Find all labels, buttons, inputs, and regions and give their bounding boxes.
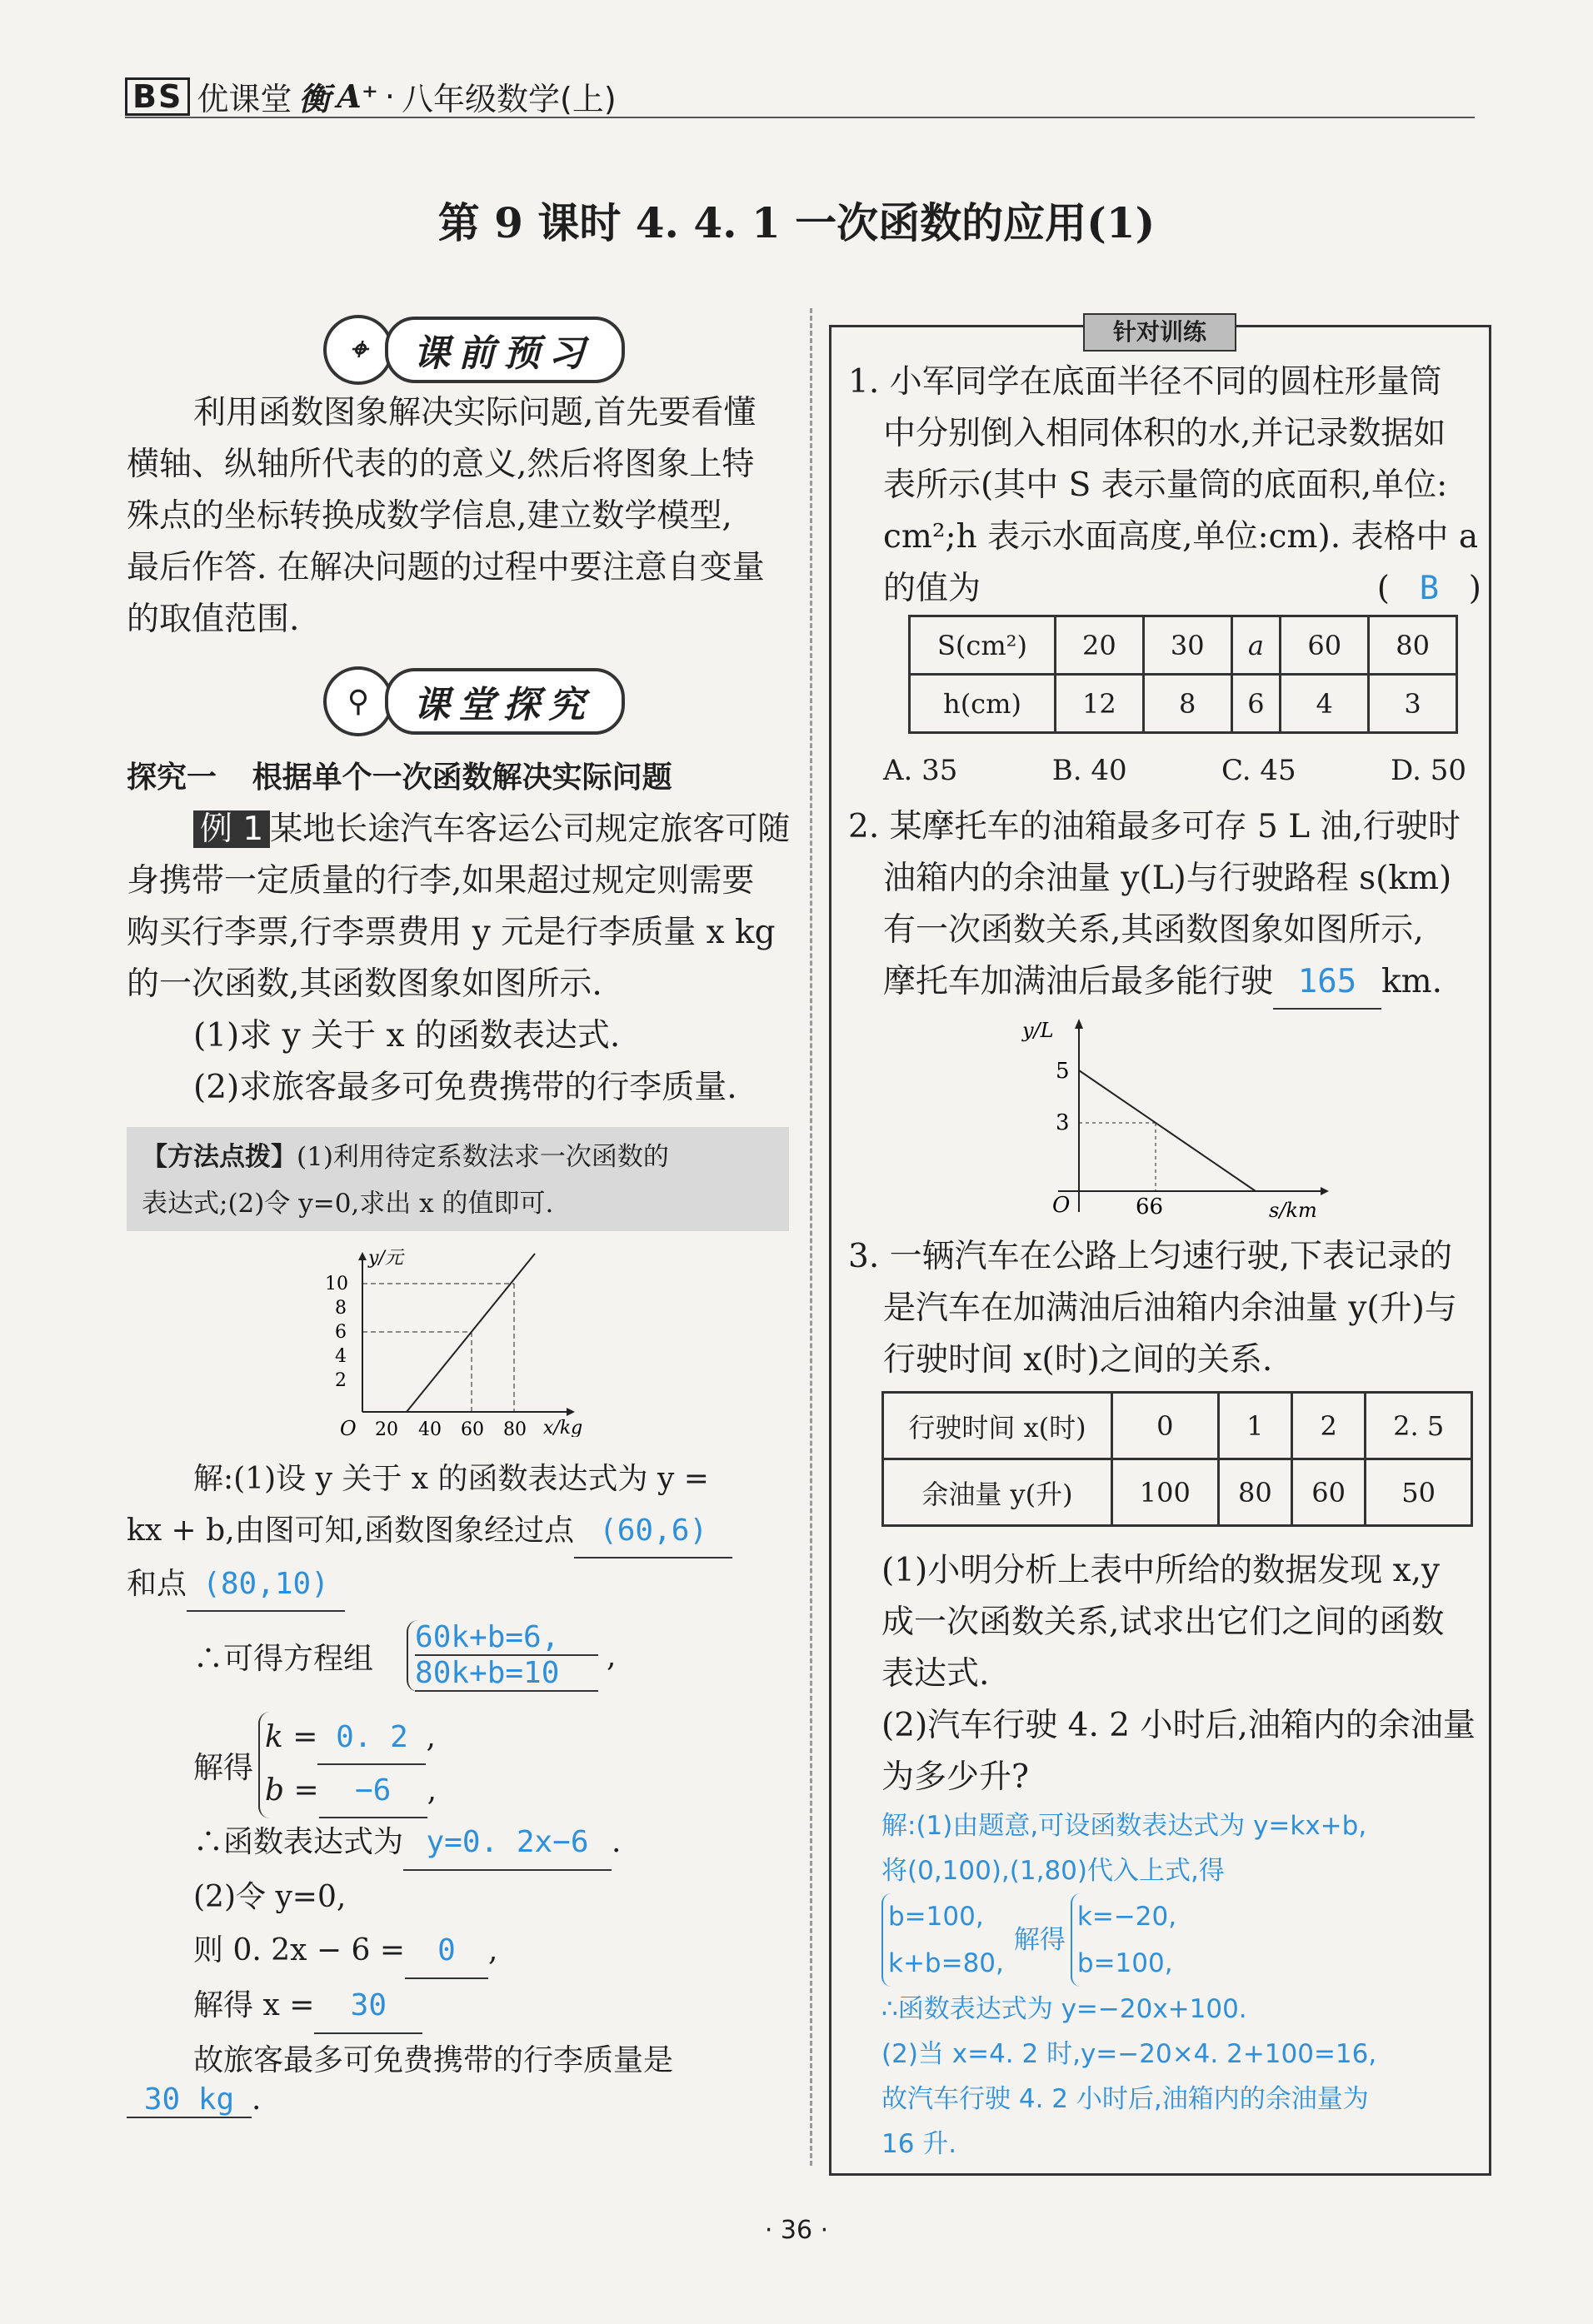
solution-line: 则 0. 2x − 6 = — [193, 1933, 406, 1967]
q3-system-eq: k+b=80, — [888, 1948, 1004, 1978]
q3-sub-line: (1)小明分析上表中所给的数据发现 x,y — [881, 1552, 1441, 1589]
answer-paren-close: ) — [1468, 570, 1481, 607]
table-cell: 80 — [1369, 616, 1457, 675]
table-cell: 60 — [1292, 1459, 1366, 1526]
q3-sub-line: 表达式. — [881, 1655, 990, 1693]
solution-part2: ∴函数表达式为 y=0. 2x−6 . (2)令 y=0, 则 0. 2x − 6 = 0 , 解得 x = 30 故旅客最多可免费携带的行李质量是 — [193, 1816, 793, 2087]
example-solution — [127, 1454, 793, 1612]
preview-text — [127, 387, 793, 646]
example-line: 购买行李票,行李票费用 y 元是行李质量 x kg — [127, 914, 776, 951]
answer-x: 30 — [314, 1979, 422, 2034]
y-tick: 3 — [1056, 1110, 1070, 1135]
q3-solution — [881, 1803, 1481, 2167]
explore1-title: 根据单个一次函数解决实际问题 — [252, 761, 672, 795]
q1-line: 1. 小军同学在底面半径不同的圆柱形量筒 — [848, 363, 1442, 401]
x-tick: 60 — [461, 1419, 484, 1437]
q1-line: cm²;h 表示水面高度,单位:cm). 表格中 a — [883, 518, 1479, 556]
q3-sol-line: 16 升. — [881, 2129, 957, 2159]
table-cell: 行驶时间 x(时) — [883, 1393, 1112, 1459]
system-eq-1: 60k+b=6, — [415, 1620, 598, 1656]
example-question-1: (1)求 y 关于 x 的函数表达式. — [193, 1017, 621, 1055]
table-cell: h(cm) — [910, 675, 1056, 733]
q3-sub-line: (2)汽车行驶 4. 2 小时后,油箱内的余油量 — [881, 1707, 1476, 1744]
q2-line: 油箱内的余油量 y(L)与行驶路程 s(km) — [883, 860, 1452, 897]
question-1 — [848, 357, 1481, 615]
training-tag: 针对训练 — [1083, 313, 1236, 352]
q3-system-brace — [881, 1893, 1004, 1987]
table-cell: a — [1231, 616, 1281, 675]
subject-label: 八年级数学(上) — [402, 81, 617, 117]
q3-system-eq: b=100, — [888, 1902, 984, 1932]
answer-function: y=0. 2x−6 — [403, 1816, 612, 1871]
q1-line: 表所示(其中 S 表示量筒的底面积,单位: — [883, 466, 1448, 504]
q3-sol-line: 故汽车行驶 4. 2 小时后,油箱内的余油量为 — [881, 2084, 1369, 2114]
preview-badge — [323, 315, 625, 385]
q3-subquestions — [881, 1545, 1481, 1803]
answer-weight: 30 kg — [127, 2082, 252, 2118]
table-cell: 2. 5 — [1366, 1393, 1472, 1459]
x-tick: 80 — [503, 1419, 527, 1437]
b-label: b = — [265, 1773, 319, 1808]
solution-line: 解得 — [193, 1750, 254, 1785]
question-2 — [848, 801, 1481, 1010]
answer-b: −6 — [319, 1765, 427, 1818]
example-tag: 例 1 — [193, 810, 270, 848]
preview-badge-label: 课前预习 — [385, 317, 625, 383]
example-line: 的一次函数,其函数图象如图所示. — [127, 965, 602, 1003]
table-cell: 12 — [1056, 675, 1144, 733]
brand-name: 优课堂 — [197, 81, 292, 117]
method-tip — [127, 1127, 789, 1231]
table-cell: 20 — [1056, 616, 1144, 675]
q3-sol-line: (2)当 x=4. 2 时,y=−20×4. 2+100=16, — [881, 2039, 1377, 2069]
table-cell: 2 — [1292, 1393, 1366, 1459]
q1-answer-slot — [1377, 563, 1481, 615]
system-brace — [407, 1620, 598, 1692]
explore1-label: 探究一 — [127, 761, 217, 795]
q3-table-row — [883, 1393, 1472, 1459]
system-eq-2: 80k+b=10 — [415, 1656, 598, 1692]
solution-line: ∴可得方程组 — [193, 1641, 374, 1676]
fuel-graph — [1012, 1012, 1346, 1220]
solution-line: 解得 x = — [193, 1988, 315, 2022]
page-header — [125, 73, 617, 119]
preview-line: 横轴、纵轴所代表的的意义,然后将图象上特 — [127, 446, 755, 483]
table-cell: 余油量 y(升) — [883, 1459, 1112, 1526]
y-tick: 10 — [325, 1274, 348, 1294]
answer-zero: 0 — [405, 1924, 488, 1979]
header-rule — [125, 117, 1475, 118]
column-divider — [810, 308, 812, 2166]
table-cell: S(cm²) — [910, 616, 1056, 675]
q1-table — [908, 615, 1458, 734]
q3-line: 是汽车在加满油后油箱内余油量 y(升)与 — [883, 1289, 1457, 1327]
q1-table-row — [910, 675, 1457, 733]
table-cell: 6 — [1231, 675, 1281, 733]
solution-line: kx + b,由图可知,函数图象经过点 — [127, 1514, 575, 1548]
option-b: B. 40 — [1051, 754, 1127, 787]
x-axis-label: s/km — [1269, 1199, 1317, 1220]
y-tick: 4 — [335, 1346, 347, 1367]
q1-table-row — [910, 616, 1457, 675]
q2-line: 有一次函数关系,其函数图象如图所示, — [883, 911, 1424, 949]
solve-result — [193, 1712, 437, 1818]
location-icon: ⌖ — [323, 315, 393, 385]
solution-line: 解:(1)设 y 关于 x 的函数表达式为 y = — [193, 1462, 709, 1496]
q1-line: 的值为 — [883, 570, 981, 607]
y-axis-label: y/元 — [368, 1248, 403, 1269]
header-separator: · — [384, 77, 396, 115]
solution-line: (2)令 y=0, — [193, 1880, 347, 1914]
table-cell: 8 — [1143, 675, 1231, 733]
x-axis-arrow — [1321, 1187, 1329, 1195]
example-text — [127, 804, 793, 1114]
explore-badge — [323, 666, 625, 736]
y-axis-label: y/L — [1022, 1019, 1054, 1042]
function-line — [1079, 1070, 1256, 1191]
q3-result-brace — [1071, 1893, 1176, 1987]
luggage-graph — [317, 1245, 600, 1437]
y-tick: 2 — [335, 1370, 347, 1391]
table-cell: 3 — [1369, 675, 1457, 733]
brand-grade-mark: A⁺ — [337, 77, 378, 115]
example-line: 某地长途汽车客运公司规定旅客可随 — [270, 810, 791, 848]
preview-line: 的取值范围. — [127, 601, 300, 638]
table-cell: 100 — [1112, 1459, 1219, 1526]
q3-table — [881, 1391, 1473, 1527]
series-logo: BS — [125, 77, 190, 116]
q3-line: 3. 一辆汽车在公路上匀速行驶,下表记录的 — [848, 1238, 1453, 1275]
function-line — [407, 1254, 535, 1412]
answer-point-1: (60,6) — [574, 1505, 732, 1558]
preview-line: 最后作答. 在解决问题的过程中要注意自变量 — [127, 549, 765, 586]
solution-line: 和点 — [127, 1567, 187, 1601]
table-cell: 50 — [1366, 1459, 1472, 1526]
tip-text-2: 表达式;(2)令 y=0,求出 x 的值即可. — [142, 1189, 554, 1219]
page-number: · 36 · — [764, 2216, 829, 2245]
table-cell: 1 — [1218, 1393, 1291, 1459]
origin-label: O — [340, 1417, 357, 1437]
option-c: C. 45 — [1221, 754, 1296, 787]
tip-text-1: (1)利用待定系数法求一次函数的 — [297, 1142, 669, 1172]
answer-k: 0. 2 — [317, 1712, 426, 1765]
q1-options — [883, 754, 1466, 787]
final-answer-row: 30 kg . — [127, 2082, 261, 2118]
question-3 — [848, 1231, 1481, 1386]
system-comma: , — [607, 1638, 617, 1673]
y-tick: 5 — [1056, 1059, 1070, 1084]
table-cell: 30 — [1143, 616, 1231, 675]
explore-badge-label: 课堂探究 — [385, 668, 625, 735]
equation-system — [193, 1620, 616, 1692]
x-tick: 20 — [375, 1419, 398, 1437]
q3-result-eq: k=−20, — [1076, 1902, 1177, 1932]
q2-line: 2. 某摩托车的油箱最多可存 5 L 油,行驶时 — [848, 808, 1461, 845]
y-axis-arrow — [1075, 1019, 1083, 1029]
x-axis-arrow — [567, 1408, 575, 1416]
y-axis-arrow — [358, 1252, 367, 1260]
option-d: D. 50 — [1391, 754, 1466, 787]
q2-line: 摩托车加满油后最多能行驶 — [883, 963, 1274, 1000]
answer-point-2: (80,10) — [187, 1558, 345, 1612]
option-a: A. 35 — [883, 754, 958, 787]
q3-sol-line: 将(0,100),(1,80)代入上式,得 — [881, 1856, 1225, 1886]
magnifier-icon: ⚲ — [323, 666, 393, 736]
example-question-2: (2)求旅客最多可免费携带的行李质量. — [193, 1069, 737, 1106]
q3-result-eq: b=100, — [1076, 1948, 1173, 1978]
table-cell: 4 — [1281, 675, 1369, 733]
preview-line: 殊点的坐标转换成数学信息,建立数学模型, — [127, 497, 732, 535]
q3-solve-word: 解得 — [1013, 1925, 1066, 1955]
q3-sol-line: 解:(1)由题意,可设函数表达式为 y=kx+b, — [881, 1811, 1367, 1841]
x-tick: 40 — [418, 1419, 442, 1437]
y-tick: 8 — [335, 1298, 347, 1319]
result-brace: k = 0. 2 , b = −6 , — [258, 1712, 437, 1818]
y-tick: 6 — [335, 1322, 347, 1343]
q2-unit: km. — [1381, 963, 1443, 1000]
q3-table-row — [883, 1459, 1472, 1526]
table-cell: 0 — [1112, 1393, 1219, 1459]
solution-line: 故旅客最多可免费携带的行李质量是 — [193, 2043, 674, 2077]
q2-answer: 165 — [1273, 956, 1381, 1010]
q3-sol-line: ∴函数表达式为 y=−20x+100. — [881, 1994, 1247, 2024]
q1-answer: B — [1419, 570, 1440, 607]
table-cell: 60 — [1281, 616, 1369, 675]
table-cell: 80 — [1218, 1459, 1291, 1526]
k-label: k = — [265, 1720, 318, 1754]
example-line: 身携带一定质量的行李,如果超过规定则需要 — [127, 862, 755, 900]
answer-paren-open: ( — [1376, 570, 1390, 607]
brand-script: 衡 — [298, 81, 331, 117]
x-tick: 66 — [1136, 1194, 1164, 1219]
origin-label: O — [1052, 1193, 1071, 1218]
tip-label: 【方法点拨】 — [142, 1142, 297, 1172]
q3-sub-line: 为多少升? — [881, 1758, 1029, 1796]
explore1-heading — [127, 754, 672, 796]
lesson-title: 第 9 课时 4. 4. 1 一次函数的应用(1) — [437, 198, 1156, 247]
x-axis-label: x/kg — [543, 1418, 583, 1437]
q1-line: 中分别倒入相同体积的水,并记录数据如 — [883, 415, 1446, 452]
solution-line: ∴函数表达式为 — [193, 1825, 404, 1859]
q3-sub-line: 成一次函数关系,试求出它们之间的函数 — [881, 1603, 1445, 1641]
q3-line: 行驶时间 x(时)之间的关系. — [883, 1341, 1273, 1379]
preview-line: 利用函数图象解决实际问题,首先要看懂 — [193, 394, 757, 431]
